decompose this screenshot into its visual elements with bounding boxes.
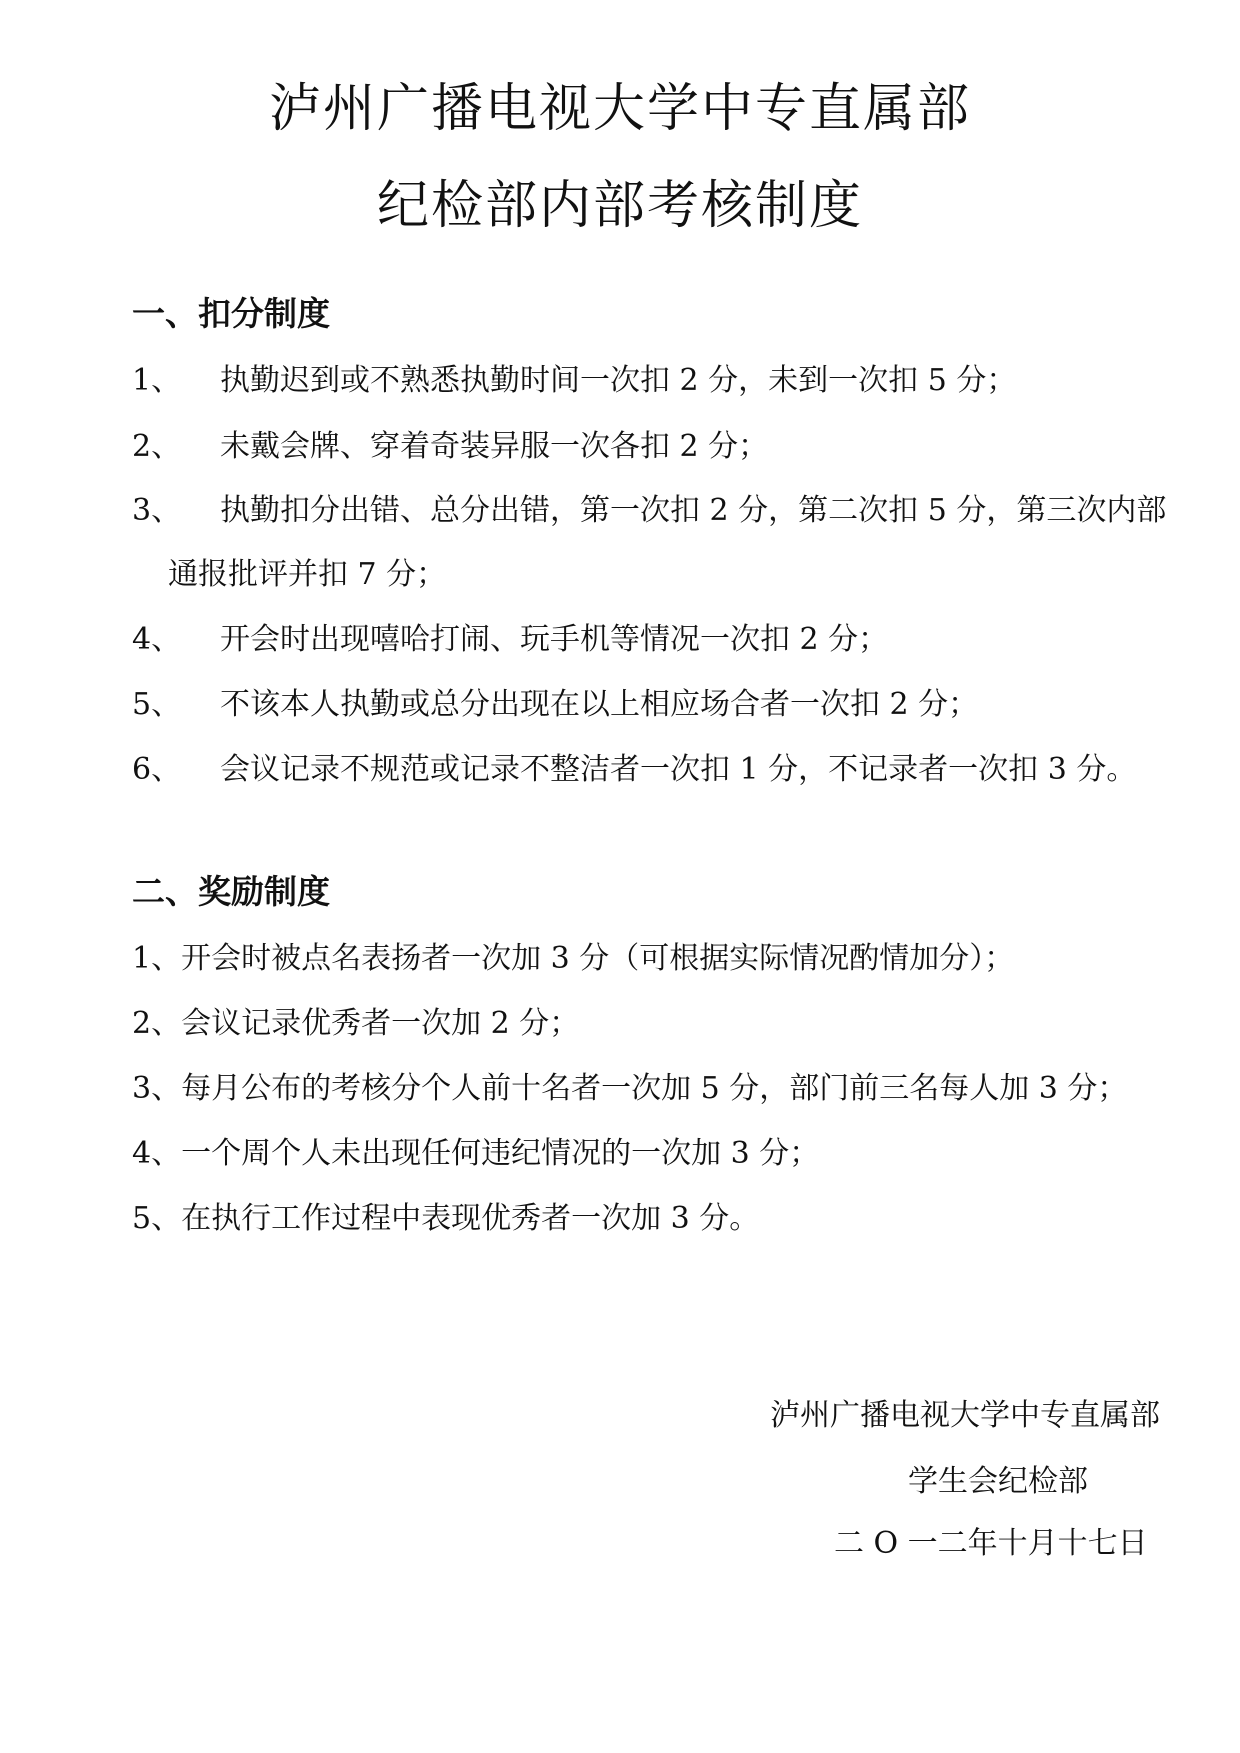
deduction-item-number: 4、 (132, 622, 182, 657)
reward-item-text: 一个周个人未出现任何违纪情况的一次加 3 分； (181, 1136, 820, 1171)
deduction-item-3-continued: 通报批评并扣 7 分； (168, 557, 447, 592)
reward-item-2 (132, 998, 579, 1042)
reward-item-number: 4、 (132, 1136, 182, 1171)
reward-item-number: 2、 (132, 1006, 182, 1041)
section-heading-reward: 二、奖励制度 (132, 872, 330, 911)
deduction-item-3 (132, 485, 1166, 529)
deduction-item-number: 6、 (132, 752, 182, 787)
reward-item-number: 5、 (132, 1201, 182, 1236)
deduction-item-2 (132, 421, 768, 465)
reward-item-3 (132, 1063, 1127, 1107)
signature-date: 二 O 一二年十月十七日 (834, 1526, 1148, 1561)
deduction-item-text: 不该本人执勤或总分出现在以上相应场合者一次扣 2 分； (220, 687, 979, 722)
deduction-item-4 (132, 614, 888, 658)
reward-item-1 (132, 933, 1014, 977)
deduction-item-number: 2、 (132, 429, 182, 464)
deduction-item-text: 未戴会牌、穿着奇装异服一次各扣 2 分； (220, 429, 769, 464)
reward-item-number: 1、 (132, 941, 182, 976)
document-title-line2: 纪检部内部考核制度 (376, 176, 863, 236)
reward-item-text: 会议记录优秀者一次加 2 分； (181, 1006, 580, 1041)
document-title-line1: 泸州广播电视大学中专直属部 (268, 79, 971, 139)
deduction-item-text: 执勤迟到或不熟悉执勤时间一次扣 2 分，未到一次扣 5 分； (220, 363, 1017, 398)
reward-item-text: 在执行工作过程中表现优秀者一次加 3 分。 (181, 1201, 760, 1236)
deduction-item-number: 5、 (132, 687, 182, 722)
reward-item-5 (132, 1193, 759, 1237)
reward-item-text: 每月公布的考核分个人前十名者一次加 5 分，部门前三名每人加 3 分； (181, 1071, 1128, 1106)
reward-item-text: 开会时被点名表扬者一次加 3 分（可根据实际情况酌情加分）； (181, 941, 1015, 976)
reward-item-4 (132, 1128, 819, 1172)
deduction-item-number: 1、 (132, 363, 182, 398)
deduction-item-1 (132, 355, 1016, 399)
deduction-item-text: 开会时出现嘻哈打闹、玩手机等情况一次扣 2 分； (220, 622, 889, 657)
deduction-item-text: 执勤扣分出错、总分出错，第一次扣 2 分，第二次扣 5 分，第三次内部 (220, 493, 1167, 528)
deduction-item-6 (132, 744, 1136, 788)
signature-organization: 泸州广播电视大学中专直属部 (770, 1398, 1160, 1433)
signature-department: 学生会纪检部 (908, 1464, 1088, 1499)
deduction-item-text: 会议记录不规范或记录不整洁者一次扣 1 分，不记录者一次扣 3 分。 (220, 752, 1137, 787)
deduction-item-number: 3、 (132, 493, 182, 528)
section-heading-deduction: 一、扣分制度 (132, 294, 330, 333)
reward-item-number: 3、 (132, 1071, 182, 1106)
deduction-item-5 (132, 679, 978, 723)
